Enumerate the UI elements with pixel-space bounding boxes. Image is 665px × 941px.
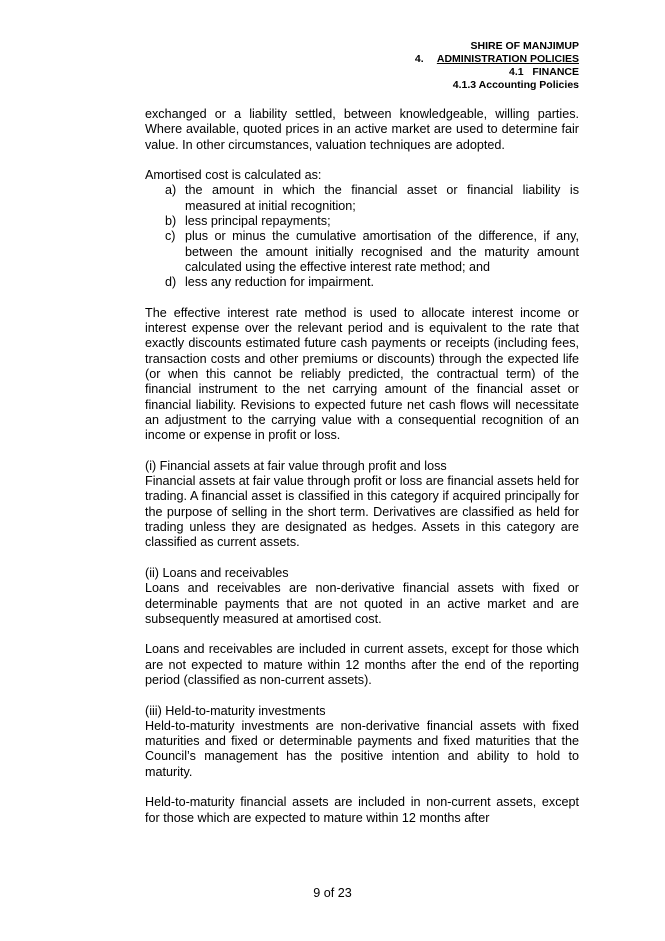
loans-heading: (ii) Loans and receivables	[145, 565, 289, 580]
held-to-maturity-paragraph-2: Held-to-maturity financial assets are included in non-current assets, except for those which are expected to mature within 12 months after	[145, 795, 579, 825]
held-to-maturity-paragraph-1: Held-to-maturity investments are non-derivative financial assets with fixed maturities and fixed or determinable payments and fixed maturities that the Council’s management has the positive intention and ability to hold to maturity.	[145, 718, 579, 779]
loans-paragraph-2: Loans and receivables are included in current assets, except for those which are not expected to mature within 12 months after the end of the reporting period (classified as non-current assets).	[145, 642, 579, 687]
fair-value-paragraph: exchanged or a liability settled, between knowledgeable, willing parties. Where available, quoted prices in an active market are used to determine fair value. In other circumstances, valuation techniques are adopted.	[145, 107, 579, 152]
document-body	[145, 107, 579, 826]
list-marker: a)	[165, 183, 177, 198]
section-heading	[415, 53, 579, 66]
subsubsection-heading: 4.1.3 Accounting Policies	[452, 79, 579, 91]
list-item	[145, 229, 579, 275]
list-marker: d)	[165, 275, 177, 290]
list-marker: c)	[165, 229, 176, 244]
amortised-cost-list	[145, 183, 579, 290]
list-item-text: plus or minus the cumulative amortisation of the difference, if any, between the amount initially recognised and the maturity amount calculated using the effective interest rate method; and	[185, 229, 579, 274]
section-title: ADMINISTRATION POLICIES	[436, 53, 579, 65]
list-item	[145, 183, 579, 214]
list-item-text: the amount in which the financial asset or financial liability is measured at initial recognition;	[185, 183, 579, 213]
list-item	[145, 214, 579, 229]
list-marker: b)	[165, 214, 177, 229]
held-to-maturity-heading: (iii) Held-to-maturity investments	[145, 703, 326, 718]
loans-paragraph-1: Loans and receivables are non-derivative financial assets with fixed or determinable payments that are not quoted in an active market and are subsequently measured at amortised cost.	[145, 581, 579, 626]
page-header	[415, 40, 579, 92]
section-number: 4.	[414, 53, 424, 65]
list-item	[145, 275, 579, 290]
effective-interest-paragraph: The effective interest rate method is used to allocate interest income or interest expense over the relevant period and is equivalent to the rate that exactly discounts estimated future cash payments or receipts (including fees, transaction costs and other premiums or discounts) through the expected life (or when this cannot be reliably predicted, the contractual term) of the financial instrument to the net carrying amount of the financial asset or financial liability. Revisions to expected future net cash flows will necessitate an adjustment to the carrying value with a consequential recognition of an income or expense in profit or loss.	[145, 305, 579, 443]
subsection-heading: 4.1 FINANCE	[508, 66, 579, 78]
fair-value-assets-paragraph: Financial assets at fair value through profit or loss are financial assets held for trading. A financial asset is classified in this category if acquired principally for the purpose of selling in the short term. Derivatives are classified as held for trading unless they are designated as hedges. Assets in this category are classified as current assets.	[145, 474, 580, 550]
org-name: SHIRE OF MANJIMUP	[470, 40, 579, 52]
list-item-text: less any reduction for impairment.	[185, 275, 374, 290]
amortised-cost-intro: Amortised cost is calculated as:	[145, 168, 322, 183]
fair-value-heading: (i) Financial assets at fair value through profit and loss	[145, 458, 447, 473]
page-number: 9 of 23	[313, 886, 352, 900]
list-item-text: less principal repayments;	[185, 214, 331, 229]
